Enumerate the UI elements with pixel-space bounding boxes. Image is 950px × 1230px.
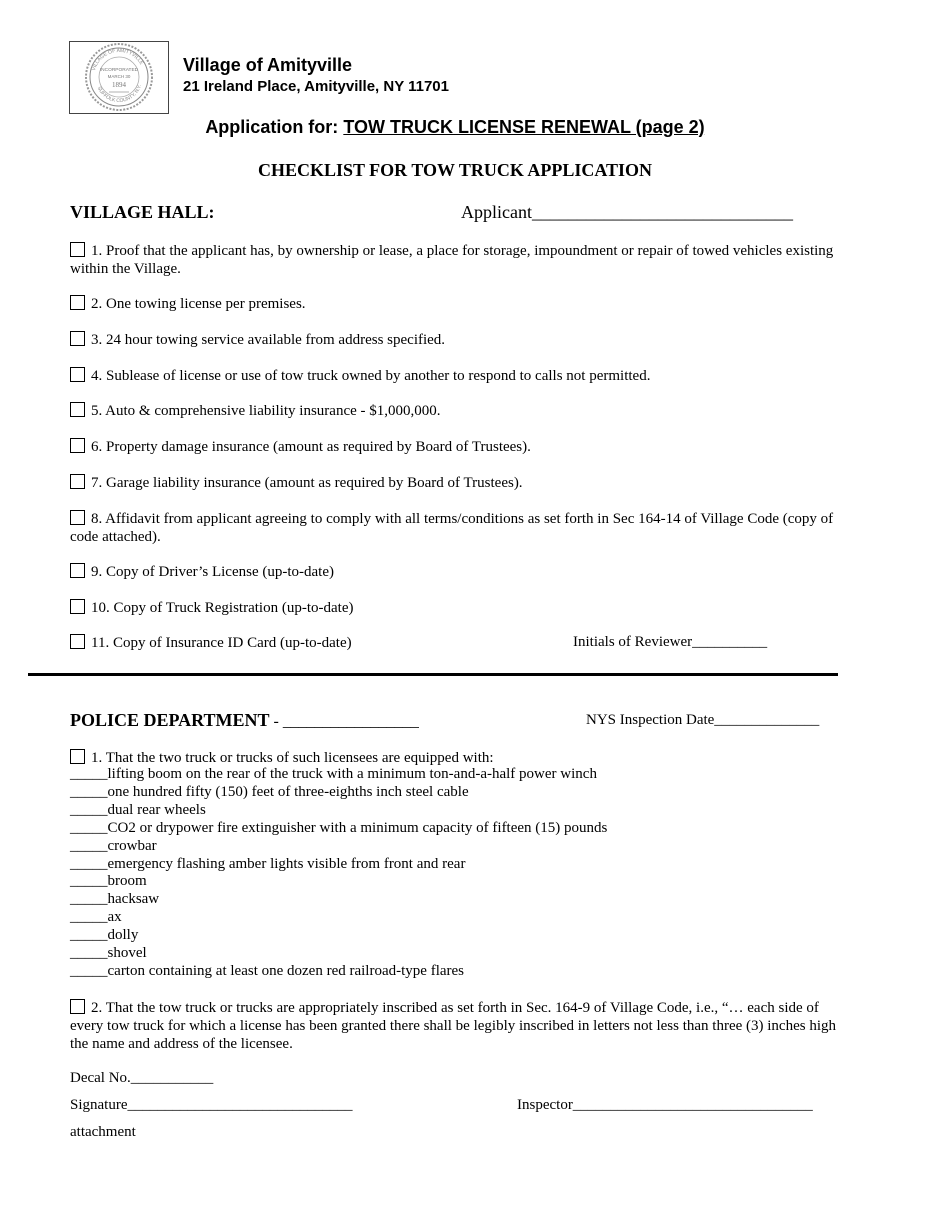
- applicant-field[interactable]: Applicant_____________________________: [461, 202, 793, 222]
- checklist-item: [70, 242, 845, 278]
- checkbox[interactable]: [70, 242, 85, 257]
- equipment-item[interactable]: _____one hundred fifty (150) feet of three-eighths inch steel cable: [70, 783, 469, 800]
- checkbox[interactable]: [70, 367, 85, 382]
- equipment-item[interactable]: _____shovel: [70, 945, 147, 962]
- checklist-item-text: 8. Affidavit from applicant agreeing to comply with all terms/conditions as set forth in Sec 164-14 of Village Code (copy of code attached).: [70, 511, 834, 545]
- equipment-item[interactable]: _____emergency flashing amber lights visible from front and rear: [70, 855, 466, 872]
- checklist-item-text: 2. That the tow truck or trucks are appropriately inscribed as set forth in Sec. 164-9 of Village Code, i.e., “… each side of every tow truck for which a license has been granted there shall be legibly inscribed in letters not less than three (3) inches high the name and address of the licensee.: [70, 1000, 836, 1052]
- checklist-item: [70, 295, 306, 313]
- checklist-item: [70, 634, 352, 652]
- seal-date-text: MARCH 30: [107, 74, 131, 79]
- checkbox[interactable]: [70, 999, 85, 1014]
- checklist-item-text: 11. Copy of Insurance ID Card (up-to-date): [91, 635, 352, 651]
- checklist-item: [70, 402, 441, 420]
- village-seal-frame: [69, 41, 169, 114]
- equipment-item[interactable]: _____dual rear wheels: [70, 801, 206, 818]
- application-title: [0, 117, 910, 138]
- checkbox[interactable]: [70, 510, 85, 525]
- decal-number-field[interactable]: Decal No.___________: [70, 1070, 214, 1086]
- police-heading: [70, 710, 419, 731]
- checkbox[interactable]: [70, 599, 85, 614]
- checklist-item-text: 7. Garage liability insurance (amount as required by Board of Trustees).: [91, 475, 523, 491]
- checklist-item: [70, 438, 531, 456]
- inspector-field[interactable]: Inspector________________________________: [517, 1097, 813, 1113]
- equipment-item[interactable]: _____ax: [70, 909, 122, 926]
- equipment-item[interactable]: _____broom: [70, 873, 147, 890]
- checklist-item-text: 4. Sublease of license or use of tow truck owned by another to respond to calls not permitted.: [91, 368, 651, 384]
- equipment-item[interactable]: _____CO2 or drypower fire extinguisher with a minimum capacity of fifteen (15) pounds: [70, 819, 608, 836]
- village-address: 21 Ireland Place, Amityville, NY 11701: [183, 78, 449, 95]
- checkbox[interactable]: [70, 331, 85, 346]
- village-hall-heading: VILLAGE HALL:: [70, 202, 215, 222]
- seal-ring-top-text: VILLAGE OF AMITYVILLE: [90, 47, 145, 72]
- inspection-date-field[interactable]: NYS Inspection Date______________: [586, 712, 820, 728]
- checklist-item: [70, 331, 445, 349]
- equipment-item[interactable]: _____hacksaw: [70, 891, 160, 908]
- checklist-item: [70, 563, 334, 581]
- village-seal-image: [84, 42, 154, 112]
- attachment-label: attachment: [70, 1124, 136, 1140]
- equipment-item[interactable]: _____dolly: [70, 927, 139, 944]
- checkbox[interactable]: [70, 749, 85, 764]
- police-heading-label: POLICE DEPARTMENT: [70, 710, 270, 730]
- police-checklist-item-2: [70, 999, 845, 1053]
- checklist-item-text: 6. Property damage insurance (amount as required by Board of Trustees).: [91, 439, 531, 455]
- checklist-item-text: 1. Proof that the applicant has, by ownership or lease, a place for storage, impoundment or repair of towed vehicles existing within the Village.: [70, 243, 834, 277]
- village-name: Village of Amityville: [183, 55, 353, 75]
- application-name: TOW TRUCK LICENSE RENEWAL (page 2): [343, 117, 705, 137]
- checklist-item: [70, 510, 845, 546]
- police-checklist-item-1: [70, 749, 494, 767]
- checklist-item: [70, 599, 353, 617]
- section-divider: [28, 673, 838, 676]
- seal-incorporated-text: INCORPORATED: [99, 68, 139, 73]
- reviewer-initials-field[interactable]: Initials of Reviewer__________: [573, 634, 768, 650]
- equipment-list: [70, 766, 607, 981]
- equipment-item[interactable]: _____crowbar: [70, 837, 157, 854]
- checkbox[interactable]: [70, 563, 85, 578]
- checkbox[interactable]: [70, 295, 85, 310]
- checklist-item-text: 9. Copy of Driver’s License (up-to-date): [91, 564, 334, 580]
- checklist-item-text: 1. That the two truck or trucks of such licensees are equipped with:: [91, 750, 494, 766]
- police-officer-field[interactable]: - _________________: [269, 713, 419, 730]
- checkbox[interactable]: [70, 402, 85, 417]
- checkbox[interactable]: [70, 438, 85, 453]
- checklist-title: CHECKLIST FOR TOW TRUCK APPLICATION: [257, 160, 653, 180]
- checklist-item-text: 5. Auto & comprehensive liability insurance - $1,000,000.: [91, 403, 441, 419]
- seal-year-text: 1894: [112, 81, 126, 89]
- equipment-item[interactable]: _____lifting boom on the rear of the truck with a minimum ton-and-a-half power winch: [70, 766, 597, 782]
- checkbox[interactable]: [70, 634, 85, 649]
- checklist-item-text: 2. One towing license per premises.: [91, 296, 306, 312]
- checklist-item-text: 3. 24 hour towing service available from address specified.: [91, 332, 446, 348]
- checklist-item: [70, 474, 523, 492]
- signature-field[interactable]: Signature______________________________: [70, 1097, 353, 1113]
- checkbox[interactable]: [70, 474, 85, 489]
- seal-ring-bottom-text: SUFFOLK COUNTY, N.Y.: [95, 83, 144, 105]
- checklist-item: [70, 367, 650, 385]
- equipment-item[interactable]: _____carton containing at least one dozen red railroad-type flares: [70, 962, 465, 979]
- checklist-item-text: 10. Copy of Truck Registration (up-to-date): [91, 600, 354, 616]
- application-prefix: Application for:: [205, 117, 344, 137]
